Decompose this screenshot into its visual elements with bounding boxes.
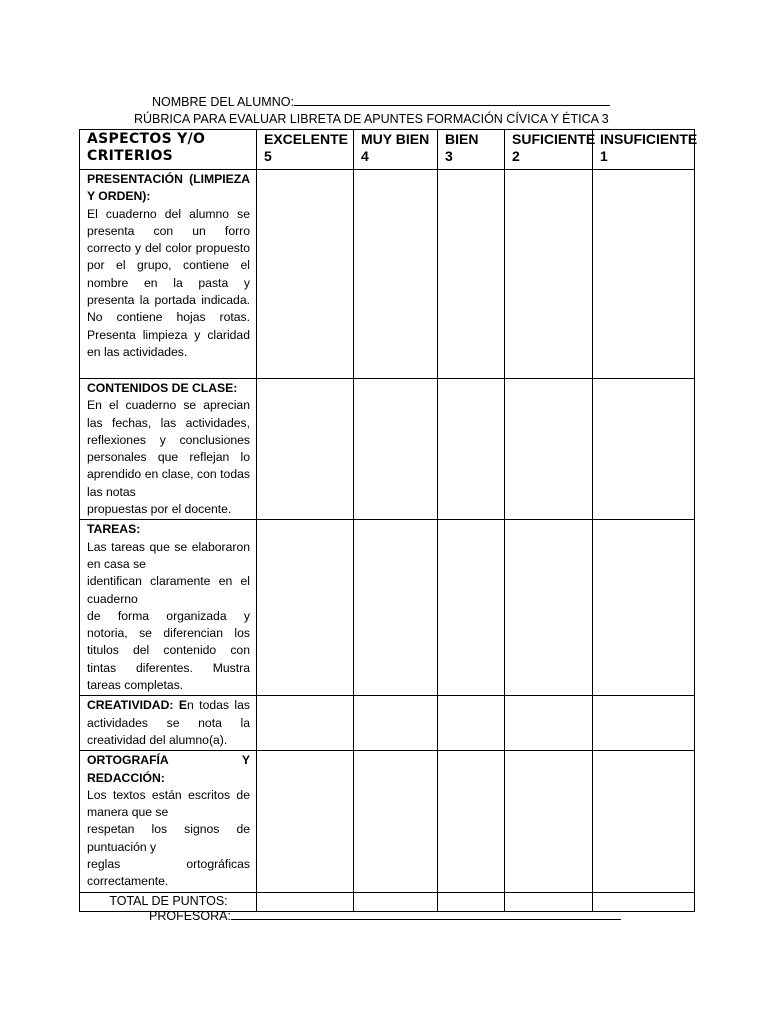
score-cell[interactable] [257,520,354,696]
table-row [80,379,695,520]
criterion-description: n todas las actividades se nota la creatividad del alumno(a). [87,698,250,747]
level-header-muy-bien: MUY BIEN 4 [354,130,438,170]
score-cell[interactable] [438,520,505,696]
score-cell[interactable] [505,520,593,696]
student-name-line [152,94,610,109]
score-cell[interactable] [257,379,354,520]
score-cell[interactable] [354,696,438,751]
header-row [80,130,695,170]
score-cell[interactable] [505,751,593,892]
score-cell[interactable] [354,170,438,379]
table-row [80,520,695,696]
criterion-cell-tareas [80,520,257,696]
teacher-name-label: PROFESORA: [149,909,231,923]
student-name-blank[interactable] [294,94,610,106]
total-points-label: TOTAL DE PUNTOS: [80,892,257,911]
level-header-bien: BIEN 3 [438,130,505,170]
criterion-description: Los textos están escritos de manera que se respetan los signos de puntuación y reglas ortográficas correctamente. [87,787,250,889]
criterion-cell-presentacion [80,170,257,379]
criterion-cell-ortografia [80,751,257,892]
score-cell[interactable] [257,696,354,751]
score-cell[interactable] [438,696,505,751]
criterion-title: ORTOGRAFÍA Y REDACCIÓN: [87,753,250,785]
rubric-table [79,129,698,912]
criterion-title: CREATIVIDAD: E [87,698,187,713]
teacher-name-blank[interactable] [231,908,621,920]
score-cell[interactable] [438,170,505,379]
student-name-label: NOMBRE DEL ALUMNO: [152,95,294,109]
score-cell[interactable] [505,696,593,751]
score-cell[interactable] [257,170,354,379]
criterion-cell-creatividad [80,696,257,751]
score-cell[interactable] [593,520,695,696]
rubric-title: RÚBRICA PARA EVALUAR LIBRETA DE APUNTES FORMACIÓN CÍVICA Y ÉTICA 3 [134,112,609,126]
score-cell[interactable] [593,696,695,751]
score-cell[interactable] [354,520,438,696]
criterion-title: TAREAS: [87,522,141,537]
level-header-excelente: EXCELENTE 5 [257,130,354,170]
score-cell[interactable] [593,379,695,520]
table-row [80,751,695,892]
score-cell[interactable] [257,751,354,892]
score-cell[interactable] [354,379,438,520]
criterion-description: Las tareas que se elaboraron en casa se identifican claramente en el cuaderno de forma organizada y notoria, se diferencian los titulos del contenido con tintas diferentes. Mustra tareas completas. [87,539,250,693]
score-cell[interactable] [593,170,695,379]
criterion-cell-contenidos [80,379,257,520]
criterion-title: PRESENTACIÓN (LIMPIEZA Y ORDEN): [87,172,250,204]
score-cell[interactable] [505,379,593,520]
criterion-title: CONTENIDOS DE CLASE: [87,381,238,395]
table-row [80,696,695,751]
score-cell[interactable] [354,751,438,892]
criterion-description: En el cuaderno se aprecian las fechas, las actividades, reflexiones y conclusiones personales que reflejan lo aprendido en clase, con todas las notas propuestas por el docente. [87,398,250,517]
score-cell[interactable] [438,751,505,892]
score-cell[interactable] [505,170,593,379]
teacher-name-line [149,908,621,923]
criteria-column-header: ASPECTOS Y/O CRITERIOS [80,130,257,170]
score-cell[interactable] [593,751,695,892]
level-header-suficiente: SUFICIENTE 2 [505,130,593,170]
score-cell[interactable] [438,379,505,520]
level-header-insuficiente: INSUFICIENTE 1 [593,130,695,170]
table-row [80,170,695,379]
criterion-description: El cuaderno del alumno se presenta con un forro correcto y del color propuesto por el grupo, contiene el nombre en la pasta y presenta la portada indicada. No contiene hojas rotas. Presenta limpieza y claridad en las actividades. [87,206,250,359]
